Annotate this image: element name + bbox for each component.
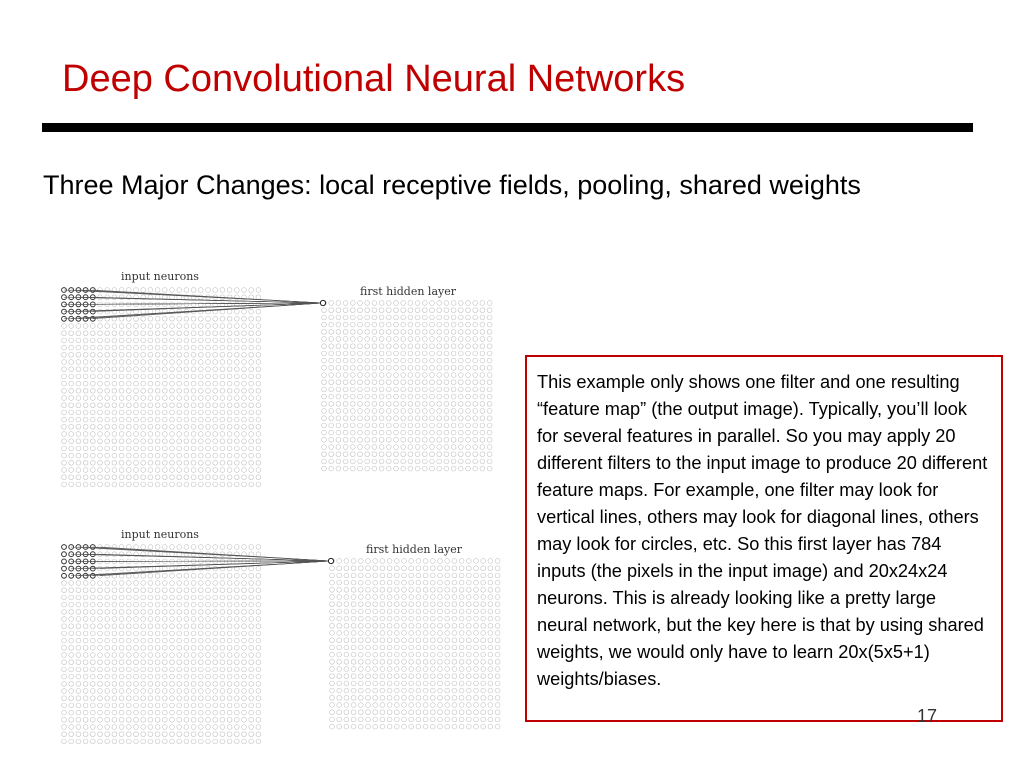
explanation-note [525,355,1003,722]
bottom-hidden-layer-label: first hidden layer [366,543,462,556]
top-hidden-neuron-grid [322,301,492,471]
bottom-receptive-field-connections [71,547,331,576]
top-input-neurons-label: input neurons [121,270,199,283]
explanation-text: This example only shows one filter and one resulting “feature map” (the output image). Typically, you’ll look for several features in parallel. So you may apply 20 different filters to the input image to produce 20 different feature maps. For example, one filter may look for vertical lines, others may look for diagonal lines, others may look for circles, etc. So this first layer has 784 inputs (the pixels in the input image) and 20x24x24 neurons. This is already looking like a pretty large neural network, but the key here is that by using shared weights, we would only have to learn 20x(5x5+1) weights/biases. [537,372,988,689]
bottom-receptive-field-connections-target-neuron [328,558,333,563]
top-receptive-field-connections-target-neuron [320,300,325,305]
top-receptive-field-connections [64,290,323,319]
slide-subtitle: Three Major Changes: local receptive fields, pooling, shared weights [43,170,861,200]
page-number: 17 [917,706,938,726]
slide-title: Deep Convolutional Neural Networks [62,58,686,100]
bottom-hidden-neuron-grid [330,559,500,729]
bottom-input-neurons-label: input neurons [121,528,199,541]
top-hidden-layer-label: first hidden layer [360,285,456,298]
